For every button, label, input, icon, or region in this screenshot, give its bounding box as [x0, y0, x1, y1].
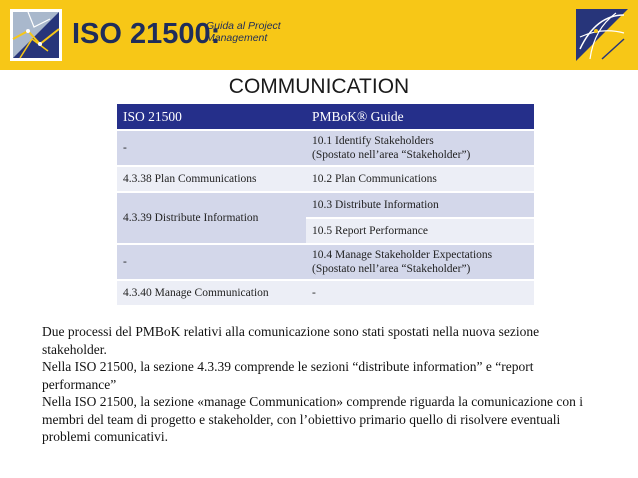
pmbok-line: (Spostato nell’area “Stakeholder”)	[312, 149, 471, 161]
pmbok-line: 10.4 Manage Stakeholder Expectations	[312, 249, 493, 261]
pmbok-line: 10.1 Identify Stakeholders	[312, 135, 434, 147]
table-row	[117, 244, 534, 280]
iso-cell: 4.3.39 Distribute Information	[117, 192, 306, 244]
pmbok-cell: 10.5 Report Performance	[306, 218, 534, 244]
paragraph-line: Nella ISO 21500, la sezione 4.3.39 comprende le sezioni “distribute information” e “report performance”	[42, 359, 534, 392]
paragraph-line: Nella ISO 21500, la sezione «manage Communication» comprende riguarda la comunicazione con i membri del team di progetto e stakeholder, con l’obiettivo primario quello di risolvere eventuali problemi comunicativi.	[42, 394, 583, 444]
brand-subtitle-line2: Management	[206, 32, 268, 44]
pmbok-cell: 10.2 Plan Communications	[306, 166, 534, 192]
iso-cell: 4.3.38 Plan Communications	[117, 166, 306, 192]
table-header-row	[117, 104, 534, 130]
table-row	[117, 280, 534, 306]
page-title: COMMUNICATION	[228, 75, 410, 98]
table-row	[117, 130, 534, 166]
pmbok-line: (Spostato nell’area “Stakeholder”)	[312, 263, 471, 275]
pmbok-cell	[306, 130, 534, 166]
column-header-iso: ISO 21500	[117, 104, 306, 130]
table-row	[117, 166, 534, 192]
brand-title: ISO 21500:	[72, 18, 221, 50]
column-header-pmbok: PMBoK® Guide	[306, 104, 534, 130]
table-row	[117, 192, 534, 218]
iso-cell: -	[117, 244, 306, 280]
brand-subtitle-line1: Guida al Project	[206, 20, 281, 32]
pmbok-cell	[306, 244, 534, 280]
body-paragraph	[42, 323, 602, 446]
comparison-table	[117, 104, 534, 307]
pmbok-cell: -	[306, 280, 534, 306]
header-banner	[0, 0, 638, 70]
iso-cell: -	[117, 130, 306, 166]
brand-subtitle	[206, 20, 281, 44]
iso-cell: 4.3.40 Manage Communication	[117, 280, 306, 306]
pmbok-cell: 10.3 Distribute Information	[306, 192, 534, 218]
network-sphere-emblem-icon	[576, 9, 628, 61]
paragraph-line: Due processi del PMBoK relativi alla comunicazione sono stati spostati nella nuova sezione stakeholder.	[42, 324, 540, 357]
network-sphere-logo-icon	[10, 9, 62, 61]
